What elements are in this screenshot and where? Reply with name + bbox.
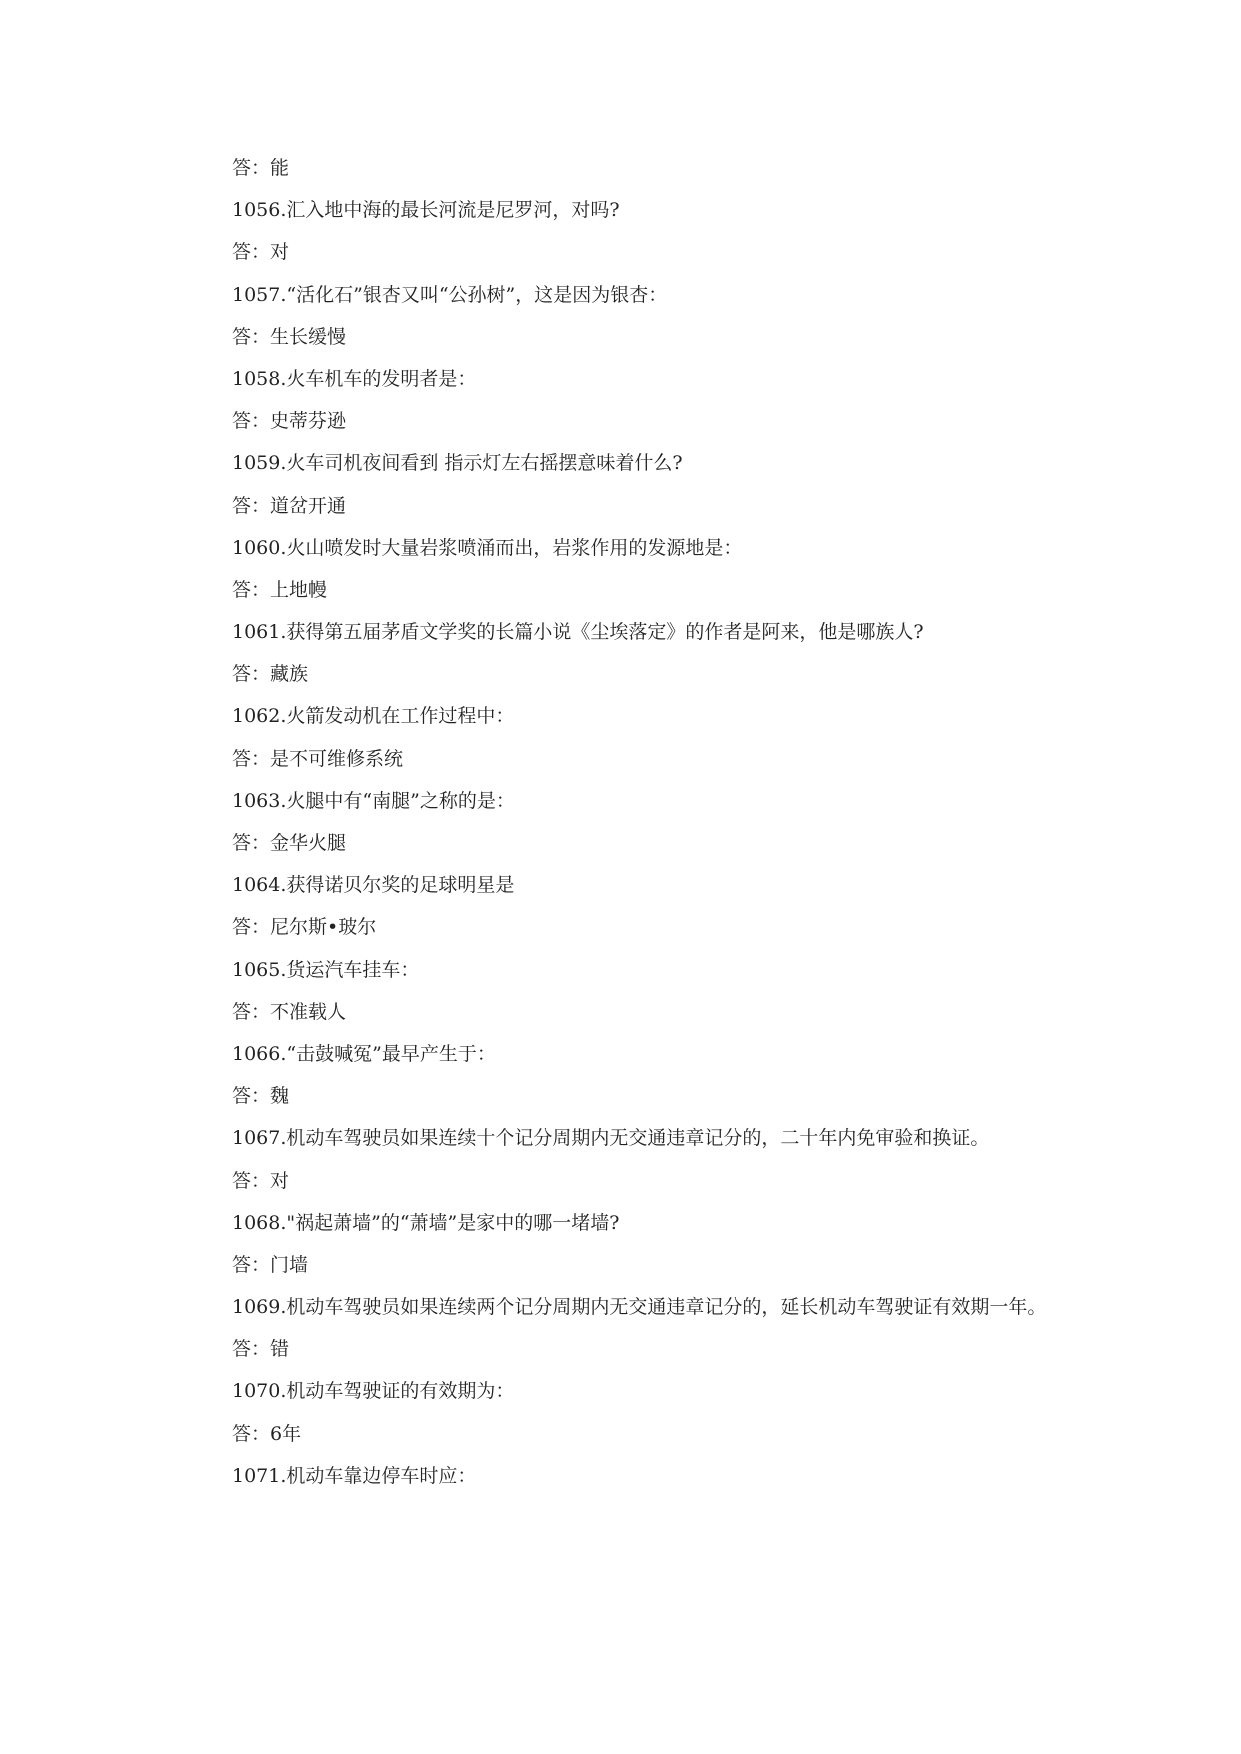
answer-line: 答：是不可维修系统 xyxy=(232,747,404,770)
question-line: 1056.汇入地中海的最长河流是尼罗河，对吗? xyxy=(232,199,620,222)
answer-line: 答：不准载人 xyxy=(232,1000,347,1023)
answer-line: 答：6年 xyxy=(232,1422,302,1445)
answer-line: 答：尼尔斯•玻尔 xyxy=(232,916,377,939)
question-line: 1066.“击鼓喊冤”最早产生于： xyxy=(232,1042,496,1065)
question-line: 1059.火车司机夜间看到 指示灯左右摇摆意味着什么? xyxy=(232,452,683,475)
answer-line: 答：金华火腿 xyxy=(232,832,347,854)
answer-line: 答：对 xyxy=(232,241,290,264)
answer-line: 答：魏 xyxy=(232,1085,290,1108)
answer-line: 答：道岔开通 xyxy=(232,494,347,517)
answer-line: 答：上地幔 xyxy=(232,578,328,601)
answer-line: 答：史蒂芬逊 xyxy=(232,410,347,433)
question-line: 1065.货运汽车挂车： xyxy=(232,958,420,981)
question-line: 1068."祸起萧墙”的“萧墙”是家中的哪一堵墙? xyxy=(232,1211,620,1234)
answer-line: 答：生长缓慢 xyxy=(232,325,347,348)
answer-line: 答：错 xyxy=(232,1338,290,1361)
question-line: 1064.获得诺贝尔奖的足球明星是 xyxy=(232,874,515,897)
qa-list xyxy=(190,157,1050,1507)
question-line: 1071.机动车靠边停车时应： xyxy=(232,1464,477,1487)
question-line: 1069.机动车驾驶员如果连续两个记分周期内无交通违章记分的，延长机动车驾驶证有效期一年。 xyxy=(232,1296,1047,1319)
answer-line: 答：能 xyxy=(232,157,290,179)
question-line: 1070.机动车驾驶证的有效期为： xyxy=(232,1380,515,1403)
answer-line: 答：藏族 xyxy=(232,663,309,686)
question-line: 1060.火山喷发时大量岩浆喷涌而出，岩浆作用的发源地是： xyxy=(232,536,743,559)
question-line: 1063.火腿中有“南腿”之称的是： xyxy=(232,789,515,812)
question-line: 1058.火车机车的发明者是： xyxy=(232,367,477,390)
question-line: 1062.火箭发动机在工作过程中： xyxy=(232,705,515,728)
question-line: 1057.“活化石”银杏又叫“公孙树”，这是因为银杏： xyxy=(232,283,668,306)
question-line: 1067.机动车驾驶员如果连续十个记分周期内无交通违章记分的，二十年内免审验和换证。 xyxy=(232,1127,990,1150)
answer-line: 答：门墙 xyxy=(232,1253,309,1276)
answer-line: 答：对 xyxy=(232,1169,290,1192)
question-line: 1061.获得第五届茅盾文学奖的长篇小说《尘埃落定》的作者是阿来，他是哪族人? xyxy=(232,621,924,644)
